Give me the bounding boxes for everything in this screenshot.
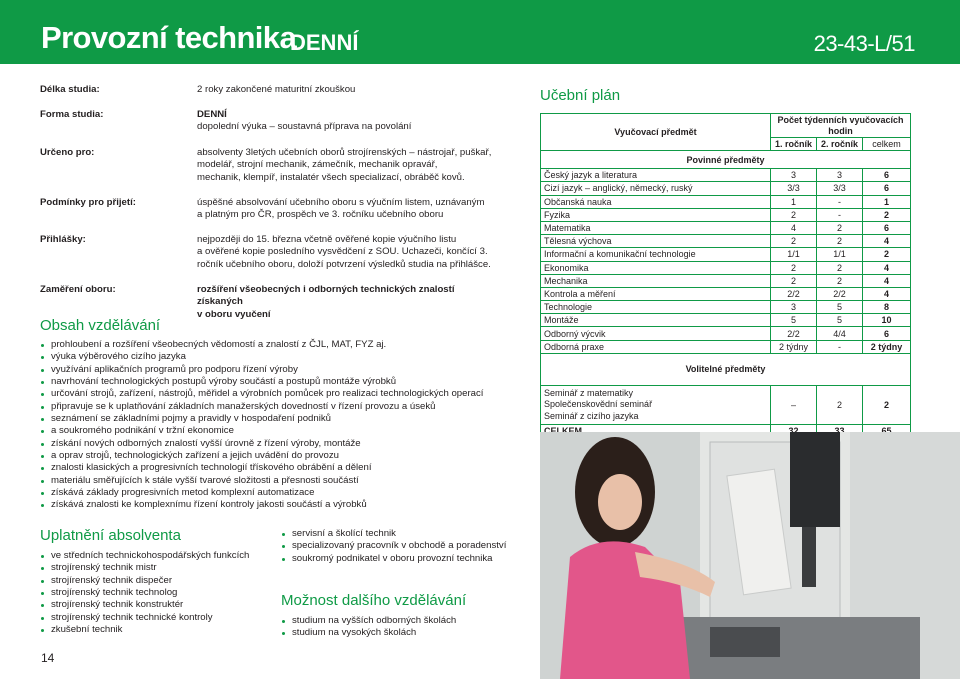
table-row — [541, 261, 911, 274]
info-value — [197, 234, 497, 271]
cell-r2: 2 — [817, 385, 863, 425]
cell-subject: Odborný výcvik — [541, 327, 771, 340]
cell-r1: 2 — [771, 235, 817, 248]
cell-total: 4 — [863, 235, 911, 248]
page-title: Provozní technika — [41, 20, 297, 55]
cell-r1: 3 — [771, 301, 817, 314]
list-item: získává znalosti ke komplexnímu řízení kontroly jakosti součástí a výrobků — [40, 499, 483, 511]
list-item: připravuje se k uplatňování základních manažerských dovedností v řízení provozu a úseků — [40, 401, 483, 413]
obsah-title: Obsah vzdělávání — [40, 317, 161, 334]
cell-r2: 2/2 — [817, 287, 863, 300]
cell-total: 2 týdny — [863, 340, 911, 353]
list-item: strojírenský technik dispečer — [40, 575, 249, 587]
list-item: studium na vyšších odborných školách — [281, 615, 456, 627]
cell-subject: Český jazyk a literatura — [541, 169, 771, 182]
info-line: ročník učebního oboru, doloží potvrzení výsledků studia na přihlášce. — [197, 258, 491, 270]
cell-subject: Občanská nauka — [541, 195, 771, 208]
cell-total: 4 — [863, 261, 911, 274]
table-header-row — [541, 114, 911, 138]
list-item: ve středních technickohospodářských funkcích — [40, 550, 249, 562]
cell-r1: 2 — [771, 261, 817, 274]
info-line: a ověřené kopie posledního vysvědčení z SOU. Uchazeči, končící 3. — [197, 246, 488, 258]
info-line: úspěšné absolvování učebního oboru s výučním listem, uznávaným — [197, 197, 485, 208]
list-item: a soukromého podnikání v tržní ekonomice — [40, 425, 483, 437]
curriculum-table — [540, 113, 911, 439]
table-row — [541, 208, 911, 221]
uplatneni-list-2 — [281, 528, 506, 565]
program-code: 23-43-L/51 — [813, 31, 915, 56]
cell-subject: Fyzika — [541, 208, 771, 221]
optional-line: Seminář z matematiky — [544, 387, 634, 398]
table-row — [541, 274, 911, 287]
info-label: Zaměření oboru: — [40, 284, 116, 295]
cell-subject: Odborná praxe — [541, 340, 771, 353]
cell-r1: – — [771, 385, 817, 425]
table-row — [541, 221, 911, 234]
cell-total: 8 — [863, 301, 911, 314]
cell-r1: 2/2 — [771, 327, 817, 340]
cell-r1: 4 — [771, 221, 817, 234]
cell-subject: Informační a komunikační technologie — [541, 248, 771, 261]
plan-title: Učební plán — [540, 87, 621, 104]
info-value-bold: DENNÍ — [197, 109, 227, 120]
cell-total: 6 — [863, 221, 911, 234]
cell-r2: 4/4 — [817, 327, 863, 340]
list-item: určování strojů, zařízení, nástrojů, měřidel a výrobních pomůcek pro realizaci technologických operací — [40, 388, 483, 400]
cell-r2: 2 — [817, 274, 863, 287]
info-line: a platným pro ČR, prospěch ve 3. ročníku učebního oboru — [197, 209, 444, 221]
plan-rows — [541, 169, 911, 354]
cell-total: 4 — [863, 274, 911, 287]
info-line: mechanik, klempíř, instalatér všech specializací, obráběč kovů. — [197, 171, 465, 183]
list-item: strojírenský technik technické kontroly — [40, 612, 249, 624]
cell-r2: 2 — [817, 235, 863, 248]
info-value — [197, 147, 497, 184]
list-item: získává základy progresivních metod komplexní automatizace — [40, 487, 483, 499]
list-item: servisní a školící technik — [281, 528, 506, 540]
info-value — [197, 109, 497, 134]
cell-r1: 2 — [771, 208, 817, 221]
table-row — [541, 287, 911, 300]
info-label: Přihlášky: — [40, 234, 86, 245]
cell-total: 1 — [863, 195, 911, 208]
obsah-list — [40, 339, 483, 512]
col-r1-header: 1. ročník — [771, 138, 817, 151]
cell-total: 6 — [863, 182, 911, 195]
uplatneni-list-1 — [40, 550, 249, 636]
col-r2-header: 2. ročník — [817, 138, 863, 151]
cell-total: 2 — [863, 248, 911, 261]
table-row — [541, 385, 911, 425]
cell-r2: - — [817, 340, 863, 353]
cell-r2: 2 — [817, 261, 863, 274]
table-row — [541, 182, 911, 195]
cell-total: 2 — [863, 208, 911, 221]
table-row — [541, 235, 911, 248]
study-mode: DENNÍ — [290, 30, 359, 55]
list-item: prohloubení a rozšíření všeobecných vědomostí a znalostí z ČJL, MAT, FYZ aj. — [40, 339, 483, 351]
cell-r1: 1/1 — [771, 248, 817, 261]
info-value — [197, 197, 497, 222]
list-item: využívání aplikačních programů pro podporu řízení výroby — [40, 364, 483, 376]
col-total-header: celkem — [863, 138, 911, 151]
table-row — [541, 340, 911, 353]
info-line: rozšíření všeobecných i odborných technických znalostí získaných — [197, 284, 455, 308]
list-item: strojírenský technik konstruktér — [40, 599, 249, 611]
cell-subject: Technologie — [541, 301, 771, 314]
info-line: modelář, strojní mechanik, zámečník, mechanik opravář, — [197, 159, 438, 171]
cell-r2: 3 — [817, 169, 863, 182]
info-label: Podmínky pro přijetí: — [40, 197, 136, 208]
cell-subject: Matematika — [541, 221, 771, 234]
cell-r1: 2 týdny — [771, 340, 817, 353]
list-item: získání nových odborných znalostí vyšší úrovně z řízení výroby, montáže — [40, 438, 483, 450]
list-item: studium na vysokých školách — [281, 627, 456, 639]
cell-subject: Ekonomika — [541, 261, 771, 274]
band-row — [541, 151, 911, 169]
table-row — [541, 327, 911, 340]
list-item: zkušební technik — [40, 624, 249, 636]
cell-subject: Tělesná výchova — [541, 235, 771, 248]
cell-r1: 2/2 — [771, 287, 817, 300]
photo-illustration — [540, 432, 960, 679]
optional-line: Seminář z cizího jazyka — [544, 410, 639, 421]
page-header — [0, 0, 960, 64]
list-item: znalosti klasických a progresivních technologií třískového obrábění a dělení — [40, 462, 483, 474]
list-item: strojírenský technik mistr — [40, 562, 249, 574]
info-value-line: dopolední výuka – soustavná příprava na povolání — [197, 121, 412, 133]
cell-r1: 5 — [771, 314, 817, 327]
band-row — [541, 353, 911, 385]
cell-subject: Mechanika — [541, 274, 771, 287]
cell-total: 6 — [863, 327, 911, 340]
page-number: 14 — [41, 651, 55, 665]
col-hours-header: Počet týdenních vyučovacích hodin — [771, 114, 911, 138]
cell-subject: Montáže — [541, 314, 771, 327]
moznost-title: Možnost dalšího vzdělávání — [281, 592, 467, 609]
cell-subject: Kontrola a měření — [541, 287, 771, 300]
list-item: seznámení se základními pojmy a pravidly v hospodaření podniků — [40, 413, 483, 425]
optional-label: Volitelné předměty — [541, 353, 911, 385]
info-label: Délka studia: — [40, 84, 100, 95]
optional-line: Společenskovědní seminář — [544, 399, 653, 410]
table-row — [541, 195, 911, 208]
cell-r1: 3 — [771, 169, 817, 182]
cell-r2: 5 — [817, 314, 863, 327]
list-item: soukromý podnikatel v oboru provozní technika — [281, 553, 506, 565]
info-line: v oboru vyučení — [197, 308, 271, 320]
cell-r2: 2 — [817, 221, 863, 234]
info-label: Určeno pro: — [40, 147, 95, 158]
table-row — [541, 314, 911, 327]
list-item: výuka výběrového cizího jazyka — [40, 351, 483, 363]
workshop-photo — [540, 432, 960, 679]
info-line: absolventy 3letých učebních oborů strojírenských – nástrojař, puškař, — [197, 147, 492, 158]
cell-r2: 1/1 — [817, 248, 863, 261]
uplatneni-title: Uplatnění absolventa — [40, 527, 181, 544]
cell-total: 10 — [863, 314, 911, 327]
cell-r2: 3/3 — [817, 182, 863, 195]
cell-total: 4 — [863, 287, 911, 300]
mandatory-label: Povinné předměty — [541, 151, 911, 169]
cell-r2: - — [817, 208, 863, 221]
list-item: a oprav strojů, technologických zařízení a jejich uvádění do provozu — [40, 450, 483, 462]
table-row — [541, 248, 911, 261]
cell-total: 6 — [863, 169, 911, 182]
cell-subject: Cizí jazyk – anglický, německý, ruský — [541, 182, 771, 195]
cell-r1: 3/3 — [771, 182, 817, 195]
list-item: strojírenský technik technolog — [40, 587, 249, 599]
info-line: nejpozději do 15. března včetně ověřené kopie výučního listu — [197, 234, 457, 245]
cell-r2: 5 — [817, 301, 863, 314]
cell-r1: 1 — [771, 195, 817, 208]
cell-r1: 2 — [771, 274, 817, 287]
info-value: 2 roky zakončené maturitní zkouškou — [197, 84, 356, 95]
list-item: specializovaný pracovník v obchodě a poradenství — [281, 540, 506, 552]
col-subject-header: Vyučovací předmět — [541, 114, 771, 151]
list-item: navrhování technologických postupů výroby součástí a postupů montáže výrobků — [40, 376, 483, 388]
table-row — [541, 169, 911, 182]
list-item: materiálu směřujících k stále vyšší tvarové složitosti a přesnosti součástí — [40, 475, 483, 487]
table-row — [541, 301, 911, 314]
cell-r2: - — [817, 195, 863, 208]
optional-subjects — [541, 385, 771, 425]
info-value — [197, 284, 497, 321]
moznost-list — [281, 615, 456, 640]
info-label: Forma studia: — [40, 109, 104, 120]
cell-total: 2 — [863, 385, 911, 425]
